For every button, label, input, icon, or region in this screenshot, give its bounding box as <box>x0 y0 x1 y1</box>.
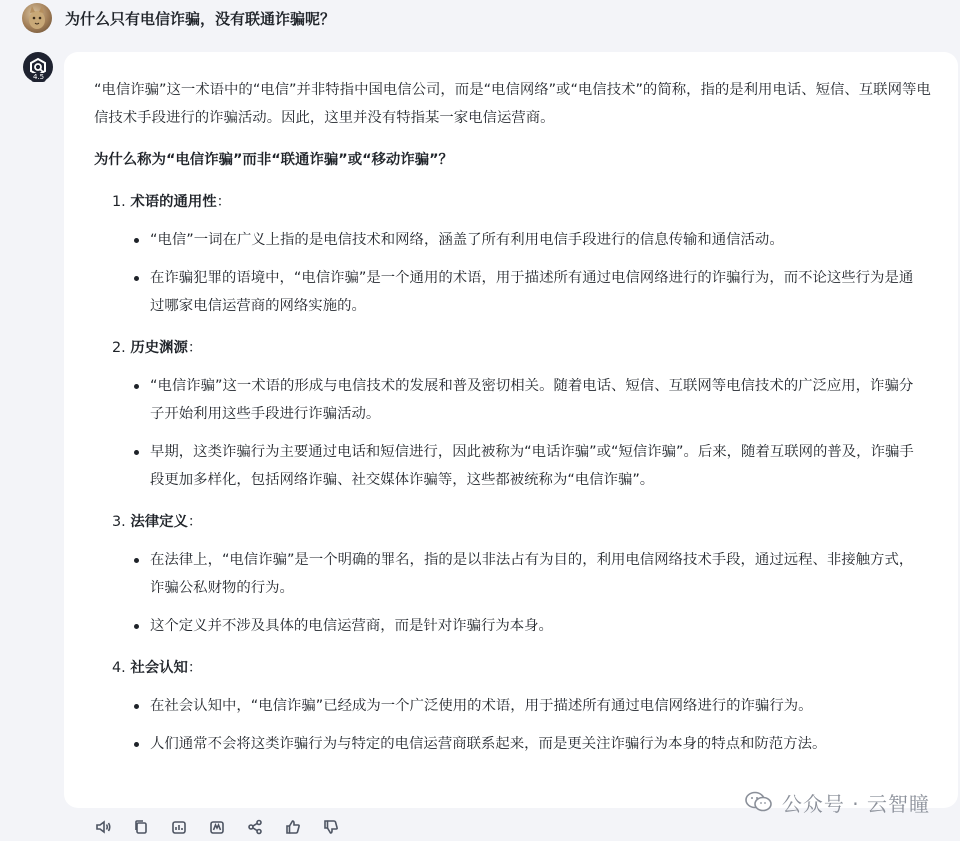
section-colon: ： <box>216 194 232 210</box>
list-item: 在法律上，“电信诈骗”是一个明确的罪名，指的是以非法占有为目的，利用电信网络技术手段，通过远程、非接触方式，诈骗公私财物的行为。 <box>134 546 914 602</box>
section-bullets-4 <box>94 692 928 758</box>
bot-version-badge: 4.5 <box>33 73 45 81</box>
copy-icon <box>132 818 150 836</box>
speaker-icon <box>94 818 112 836</box>
section-bullets-3 <box>94 546 928 640</box>
mindmap-icon <box>208 818 226 836</box>
section-bullets-2 <box>94 372 928 494</box>
thumbs-up-icon <box>284 818 302 836</box>
section-colon: ： <box>187 514 203 530</box>
share-icon <box>246 818 264 836</box>
read-aloud-button[interactable] <box>92 816 114 838</box>
section-number: 3. <box>112 514 126 530</box>
list-item: 早期，这类诈骗行为主要通过电话和短信进行，因此被称为“电话诈骗”或“短信诈骗”。后来，随着互联网的普及，诈骗手段更加多样化，包括网络诈骗、社交媒体诈骗等，这些都被统称为“电信诈骗”。 <box>134 438 914 494</box>
copy-button[interactable] <box>130 816 152 838</box>
section-colon: ： <box>187 340 203 356</box>
section-title-text: 历史渊源 <box>130 340 188 356</box>
watermark <box>744 787 930 817</box>
section-number: 4. <box>112 660 126 676</box>
section-bullets-1 <box>94 226 928 320</box>
message-action-toolbar <box>92 816 342 838</box>
wechat-icon <box>744 790 774 814</box>
thumbs-down-button[interactable] <box>320 816 342 838</box>
section-title-text: 法律定义 <box>130 514 188 530</box>
answer-card <box>64 52 958 808</box>
list-item: 人们通常不会将这类诈骗行为与特定的电信运营商联系起来，而是更关注诈骗行为本身的特点和防范方法。 <box>134 730 914 758</box>
list-item: “电信”一词在广义上指的是电信技术和网络，涵盖了所有利用电信手段进行的信息传输和通信活动。 <box>134 226 914 254</box>
export-button[interactable] <box>168 816 190 838</box>
mindmap-button[interactable] <box>206 816 228 838</box>
thumbs-up-button[interactable] <box>282 816 304 838</box>
thumbs-down-icon <box>322 818 340 836</box>
user-message <box>22 2 335 34</box>
section-title-4 <box>94 654 928 682</box>
section-title-3 <box>94 508 928 536</box>
list-item: 在诈骗犯罪的语境中，“电信诈骗”是一个通用的术语，用于描述所有通过电信网络进行的诈骗行为，而不论这些行为是通过哪家电信运营商的网络实施的。 <box>134 264 914 320</box>
section-title-1 <box>94 188 928 216</box>
section-title-text: 术语的通用性 <box>130 194 217 210</box>
section-title-2 <box>94 334 928 362</box>
section-number: 1. <box>112 194 126 210</box>
user-avatar[interactable] <box>22 3 52 33</box>
share-button[interactable] <box>244 816 266 838</box>
section-number: 2. <box>112 340 126 356</box>
export-icon <box>170 818 188 836</box>
list-item: 这个定义并不涉及具体的电信运营商，而是针对诈骗行为本身。 <box>134 612 914 640</box>
section-colon: ： <box>187 660 203 676</box>
user-question-text: 为什么只有电信诈骗，没有联通诈骗呢？ <box>65 9 336 28</box>
answer-intro: “电信诈骗”这一术语中的“电信”并非特指中国电信公司，而是“电信网络”或“电信技术”的简称，指的是利用电话、短信、互联网等电信技术手段进行的诈骗活动。因此，这里并没有特指某一家电信运营商。 <box>94 82 931 126</box>
section-title-text: 社会认知 <box>130 660 188 676</box>
list-item: 在社会认知中，“电信诈骗”已经成为一个广泛使用的术语，用于描述所有通过电信网络进行的诈骗行为。 <box>134 692 914 720</box>
watermark-text: 公众号 · 云智瞳 <box>781 791 930 816</box>
list-item: “电信诈骗”这一术语的形成与电信技术的发展和普及密切相关。随着电话、短信、互联网等电信技术的广泛应用，诈骗分子开始利用这些手段进行诈骗活动。 <box>134 372 914 428</box>
answer-heading: 为什么称为“电信诈骗”而非“联通诈骗”或“移动诈骗”？ <box>94 152 453 168</box>
